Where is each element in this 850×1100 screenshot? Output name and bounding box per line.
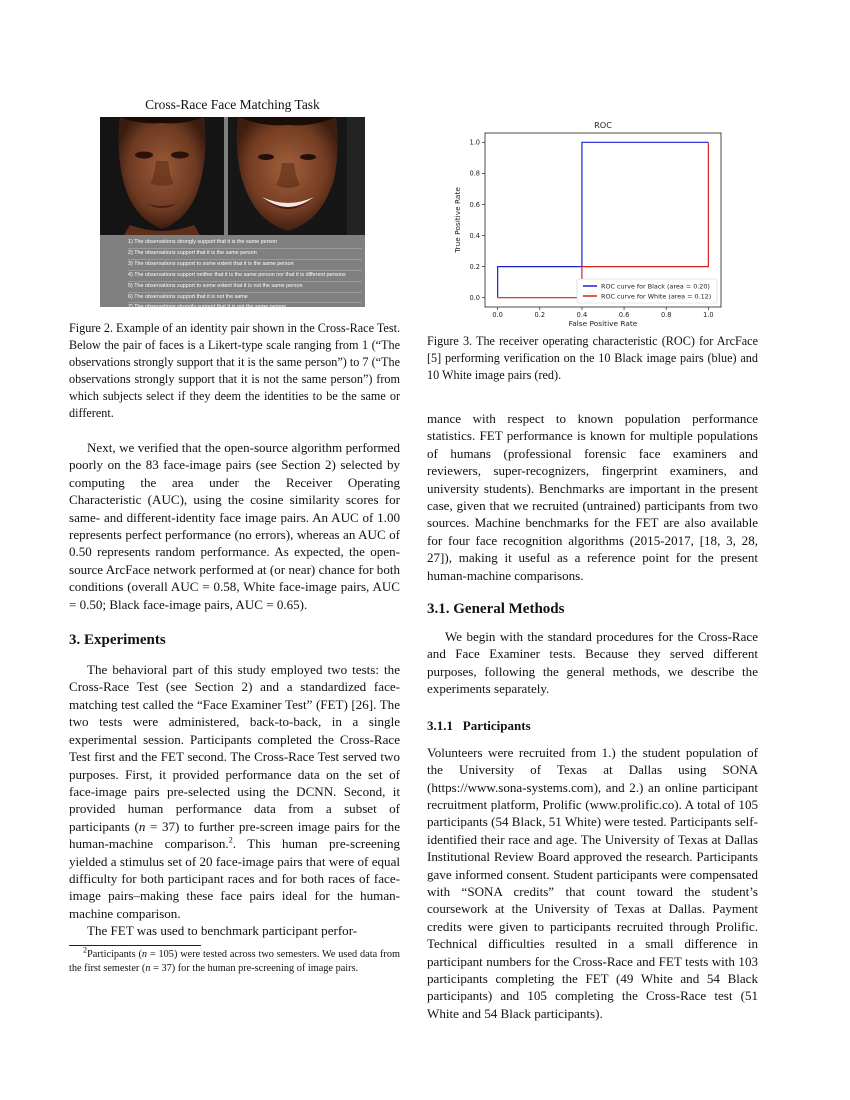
likert-option: 4) The observations support neither that it is the same person nor that it is different persons: [128, 270, 362, 281]
paragraph-general-methods: We begin with the standard procedures for the Cross-Race and Face Examiner tests. Because they served different purposes, following the general methods, we describe the experiments separately.: [427, 629, 758, 697]
paragraph-experiments-part3: . This human pre-screening yielded a stimulus set of 20 face-image pairs that were of equal difficulty for both participant races and for both races of face-image pairs–making these face pairs ideal for the human-machine comparison.: [69, 836, 400, 921]
chart-legend: [577, 279, 717, 303]
figure-2-title: Cross-Race Face Matching Task: [145, 97, 320, 112]
roc-line-white: [498, 142, 709, 297]
y-tick-label: 1.0: [469, 138, 480, 147]
figure-2: [100, 97, 365, 311]
figure-2-caption-text: Figure 2. Example of an identity pair shown in the Cross-Race Test. Below the pair of faces is a Likert-type scale ranging from 1 (“The observations strongly support that it is the same person”) to 7 (“The observations strongly support that it is not the same person”) from which subjects select if they deem the identities to be the same or different.: [69, 321, 400, 420]
legend-label-black: ROC curve for Black (area = 0.20): [601, 282, 710, 291]
face-image-left: [100, 117, 224, 235]
math-n: n: [138, 818, 146, 834]
math-n: n: [141, 949, 148, 960]
likert-option: 2) The observations support that it is the same person: [128, 248, 362, 259]
face-pair-panel: [100, 117, 365, 311]
footnote-part1: Participants (: [87, 949, 142, 960]
x-tick-label: 0.2: [534, 311, 546, 319]
face-image-right: [228, 117, 365, 235]
y-tick-label: 0.6: [469, 200, 480, 209]
math-n: n: [145, 963, 151, 975]
x-tick-label: 0.4: [576, 311, 588, 319]
right-column-body: [427, 410, 758, 1022]
likert-option: 7) The observations strongly support that it is not the same person: [128, 302, 362, 313]
paragraph-auc: Next, we verified that the open-source algorithm performed poorly on the 83 face-image pairs (see Section 2) selected by computing the area under the Receiver Operating Characteristic (AUC), using the cosine similarity scores for same- and different-identity face image pairs. An AUC of 1.00 represents perfect performance (no errors), whereas an AUC of 0.50 represents random performance. As expected, the open-source ArcFace network performed at (or near) chance for both conditions (overall AUC = 0.58, White face-image pairs, AUC = 0.50; Black face-image pairs, AUC = 0.65).: [69, 440, 400, 612]
figure-2-caption: [69, 320, 400, 422]
roc-line-black: [498, 142, 709, 297]
y-axis-label: True Positive Rate: [453, 187, 462, 253]
y-tick-label: 0.4: [469, 231, 480, 240]
likert-scale: [128, 238, 362, 313]
paragraph-population-stats: mance with respect to known population performance statistics. FET performance is known for multiple populations of humans (professional forensic face examiners and reviewers, super-recognizers, fingerprint examiners, and university students). Benchmarks are important in the present case, given that we recruited (untrained) participants from two sources. Machine benchmarks for the FET are also available for four face recognition algorithms (2015-2017, [18, 3, 28, 27]), making it useful as a reference point for the present human-machine comparisons.: [427, 411, 758, 583]
left-column-body: [69, 439, 400, 940]
section-heading-experiments: 3. Experiments: [69, 632, 166, 649]
likert-option: 3) The observations support to some extent that it is the same person: [128, 259, 362, 270]
footnote-part3: = 37) for the human pre-screening of image pairs.: [150, 963, 359, 975]
x-tick-label: 0.0: [492, 311, 503, 319]
y-tick-label: 0.8: [469, 169, 480, 178]
footnote-marker: 2: [228, 835, 233, 845]
figure-3-caption-text: Figure 3. The receiver operating characteristic (ROC) for ArcFace [5] performing verification on the 10 Black image pairs (blue) and 10 White image pairs (red).: [427, 334, 758, 382]
x-tick-label: 0.6: [618, 311, 630, 319]
paragraph-experiments-part1: The behavioral part of this study employed two tests: the Cross-Race Test (see Section 2) and a standardized face-matching test called the “Face Examiner Test” (FET) [26]. The two tests were administered, back-to-back, in a single experimental session. Participants completed the Cross-Race Test first and the FET second. The Cross-Race Test served two purposes. First, it provided performance data on the set of face-image pairs pre-selected using the DCNN. Second, it provided human performance data from a subset of participants (: [69, 662, 400, 834]
likert-option: 5) The observations support to some extent that it is not the same person: [128, 281, 362, 292]
section-heading-general-methods: 3.1. General Methods: [427, 601, 565, 618]
y-tick-label: 0.2: [469, 262, 480, 271]
roc-chart-svg: [447, 113, 737, 333]
likert-option: 1) The observations strongly support that it is the same person: [128, 239, 278, 245]
paragraph-participants: Volunteers were recruited from 1.) the student population of the University of Texas at Dallas using SONA (https://www.sona-systems.com), and 2.) an online participant recruitment platform, Prolific (www.prolific.co). A total of 105 participants (54 Black, 51 White) were tested. Participants self-identified their race and age. The University of Texas at Dallas Institutional Review Board approved the research. Participants gave informed consent. Student participants were compensated with “SONA credits” that count toward the student’s coursework at the University of Texas at Dallas. Payment credits were given to participants recruited through Prolific. Technical difficulties resulted in a small difference in participant numbers for the Cross-Race and FET tests with 103 participants completing the FET (49 White and 54 Black participants) and 105 completing the Cross-Race test (51 White and 54 Black participants).: [427, 744, 758, 1021]
paragraph-experiments: [69, 661, 400, 922]
paragraph-experiments-part2: = 37) to further pre-screen image pairs for the human-machine comparison.: [69, 818, 400, 852]
paragraph-fet-benchmark: The FET was used to benchmark participant perfor-: [87, 923, 358, 939]
footnote: [69, 945, 400, 977]
footnote-rule: [69, 945, 201, 946]
subsection-heading-participants: 3.1.1 Participants: [427, 717, 531, 733]
roc-lines: [498, 142, 709, 297]
footnote-part2: = 105) were tested across two semesters. We used data from the first semester (: [69, 949, 400, 975]
legend-label-white: ROC curve for White (area = 0.12): [601, 292, 712, 301]
footnote-text: [69, 945, 400, 977]
y-tick-label: 0.0: [469, 293, 480, 302]
figure-3-roc-chart: [447, 113, 737, 333]
x-tick-label: 1.0: [703, 311, 714, 319]
x-tick-label: 0.8: [660, 311, 672, 319]
footnote-number: 2: [83, 945, 87, 955]
figure-3-caption: [427, 333, 758, 384]
x-axis-label: False Positive Rate: [568, 319, 638, 328]
likert-option: 6) The observations support that it is not the same: [128, 292, 362, 303]
chart-title: ROC: [594, 120, 612, 130]
